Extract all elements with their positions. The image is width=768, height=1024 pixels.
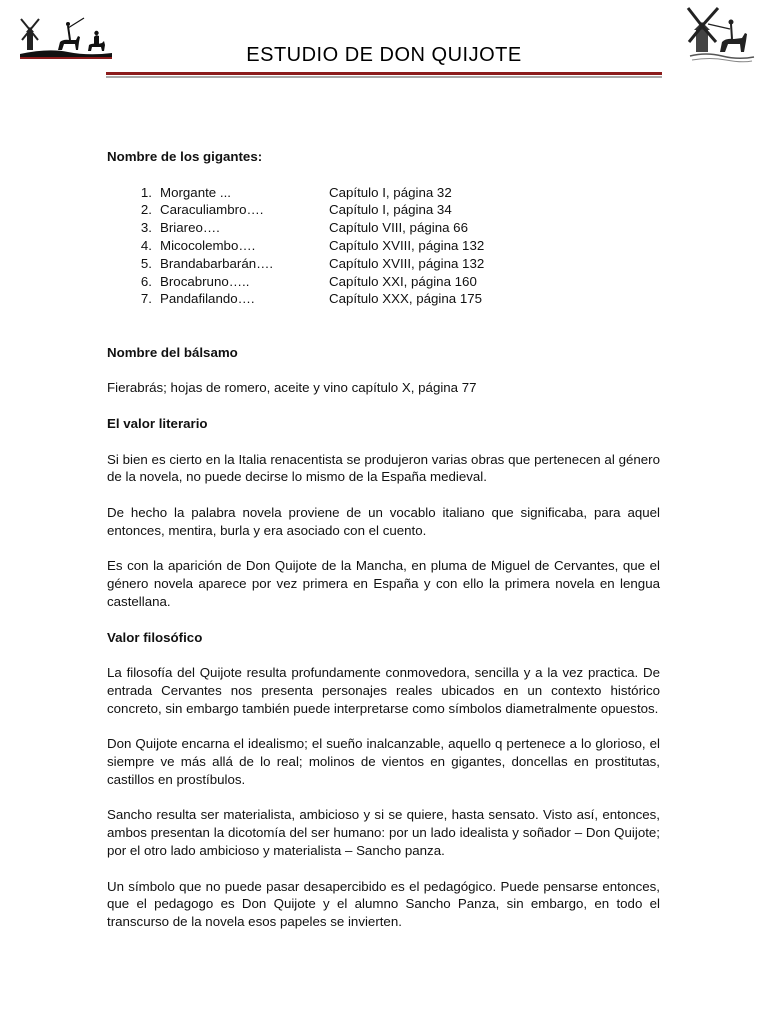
balsam-text: Fierabrás; hojas de romero, aceite y vino capítulo X, página 77 [107, 380, 477, 396]
giant-chapter: Capítulo XXI, página 160 [329, 273, 477, 289]
list-number: 2. [140, 202, 152, 218]
list-number: 7. [140, 291, 152, 307]
giants-list [107, 184, 660, 309]
list-item [107, 255, 660, 273]
list-item [107, 184, 660, 202]
giant-name: Brandabarbarán…. [160, 255, 274, 271]
giant-chapter: Capítulo VIII, página 66 [329, 220, 468, 236]
list-number: 4. [140, 237, 152, 253]
giant-name: Briareo…. [160, 220, 220, 236]
list-number: 6. [140, 273, 152, 289]
literary-paragraph-1: Si bien es cierto en la Italia renacentista se produjeron varias obras que pertenecen al género de la novela, no puede decirse lo mismo de la España medieval. [107, 451, 660, 485]
giant-chapter: Capítulo XVIII, página 132 [329, 237, 485, 253]
philosophical-paragraph-3: Sancho resulta ser materialista, ambicioso y si se quiere, hasta sensato. Visto así, entonces, ambos presentan la dicotomía del ser humano: por un lado idealista y soñador – Don Quijote; por el otro lado ambicioso y materialista – Sancho panza. [107, 807, 660, 859]
literary-paragraph-2: De hecho la palabra novela proviene de un vocablo italiano que significaba, para aquel entonces, mentira, burla y era asociado con el cuento. [107, 504, 660, 538]
literary-heading: El valor literario [107, 415, 208, 431]
giant-name: Brocabruno….. [160, 273, 250, 289]
list-item [107, 201, 660, 219]
philosophical-heading: Valor filosófico [107, 629, 203, 645]
list-number: 1. [140, 184, 152, 200]
header-rule [106, 72, 662, 75]
philosophical-paragraph-4: Un símbolo que no puede pasar desapercibido es el pedagógico. Puede pensarse entonces, que el pedagogo es Don Quijote y el alumno Sancho Panza, sin embargo, en todo el transcurso de la novela esos papeles se invierten. [107, 878, 660, 930]
giants-heading: Nombre de los gigantes: [107, 149, 263, 164]
giant-name: Pandafilando…. [160, 291, 255, 307]
giant-name: Caraculiambro…. [160, 202, 264, 218]
list-item [107, 290, 660, 308]
literary-paragraph-3: Es con la aparición de Don Quijote de la Mancha, en pluma de Miguel de Cervantes, que el género novela aparece por vez primera en España y con ello la primera novela en lengua castellana. [107, 558, 660, 609]
list-number: 3. [140, 220, 152, 236]
page-title: ESTUDIO DE DON QUIJOTE [246, 44, 522, 66]
list-item [107, 219, 660, 237]
header-rule-shadow [106, 76, 662, 78]
giant-chapter: Capítulo I, página 34 [329, 202, 452, 218]
list-item [107, 273, 660, 291]
giant-chapter: Capítulo XXX, página 175 [329, 291, 483, 307]
giant-name: Micocolembo…. [160, 237, 256, 253]
giant-chapter: Capítulo I, página 32 [329, 184, 452, 200]
philosophical-paragraph-2: Don Quijote encarna el idealismo; el sueño inalcanzable, aquello q pertenece a lo glorioso, el siempre ve más allá de lo real; molinos de vientos en gigantes, doncellas en prostitutas, castillos en prostíbulos. [107, 736, 660, 787]
giant-chapter: Capítulo XVIII, página 132 [329, 255, 485, 271]
document-body [107, 148, 660, 931]
list-item [107, 237, 660, 255]
giant-name: Morgante ... [160, 184, 231, 200]
list-number: 5. [140, 255, 152, 271]
balsam-heading: Nombre del bálsamo [107, 344, 238, 360]
philosophical-paragraph-1: La filosofía del Quijote resulta profundamente conmovedora, sencilla y a la vez practica. De entrada Cervantes nos presenta personajes reales ubicados en un contexto histórico concreto, sin embargo también puede interpretarse como símbolos diametralmente opuestos. [107, 665, 660, 716]
